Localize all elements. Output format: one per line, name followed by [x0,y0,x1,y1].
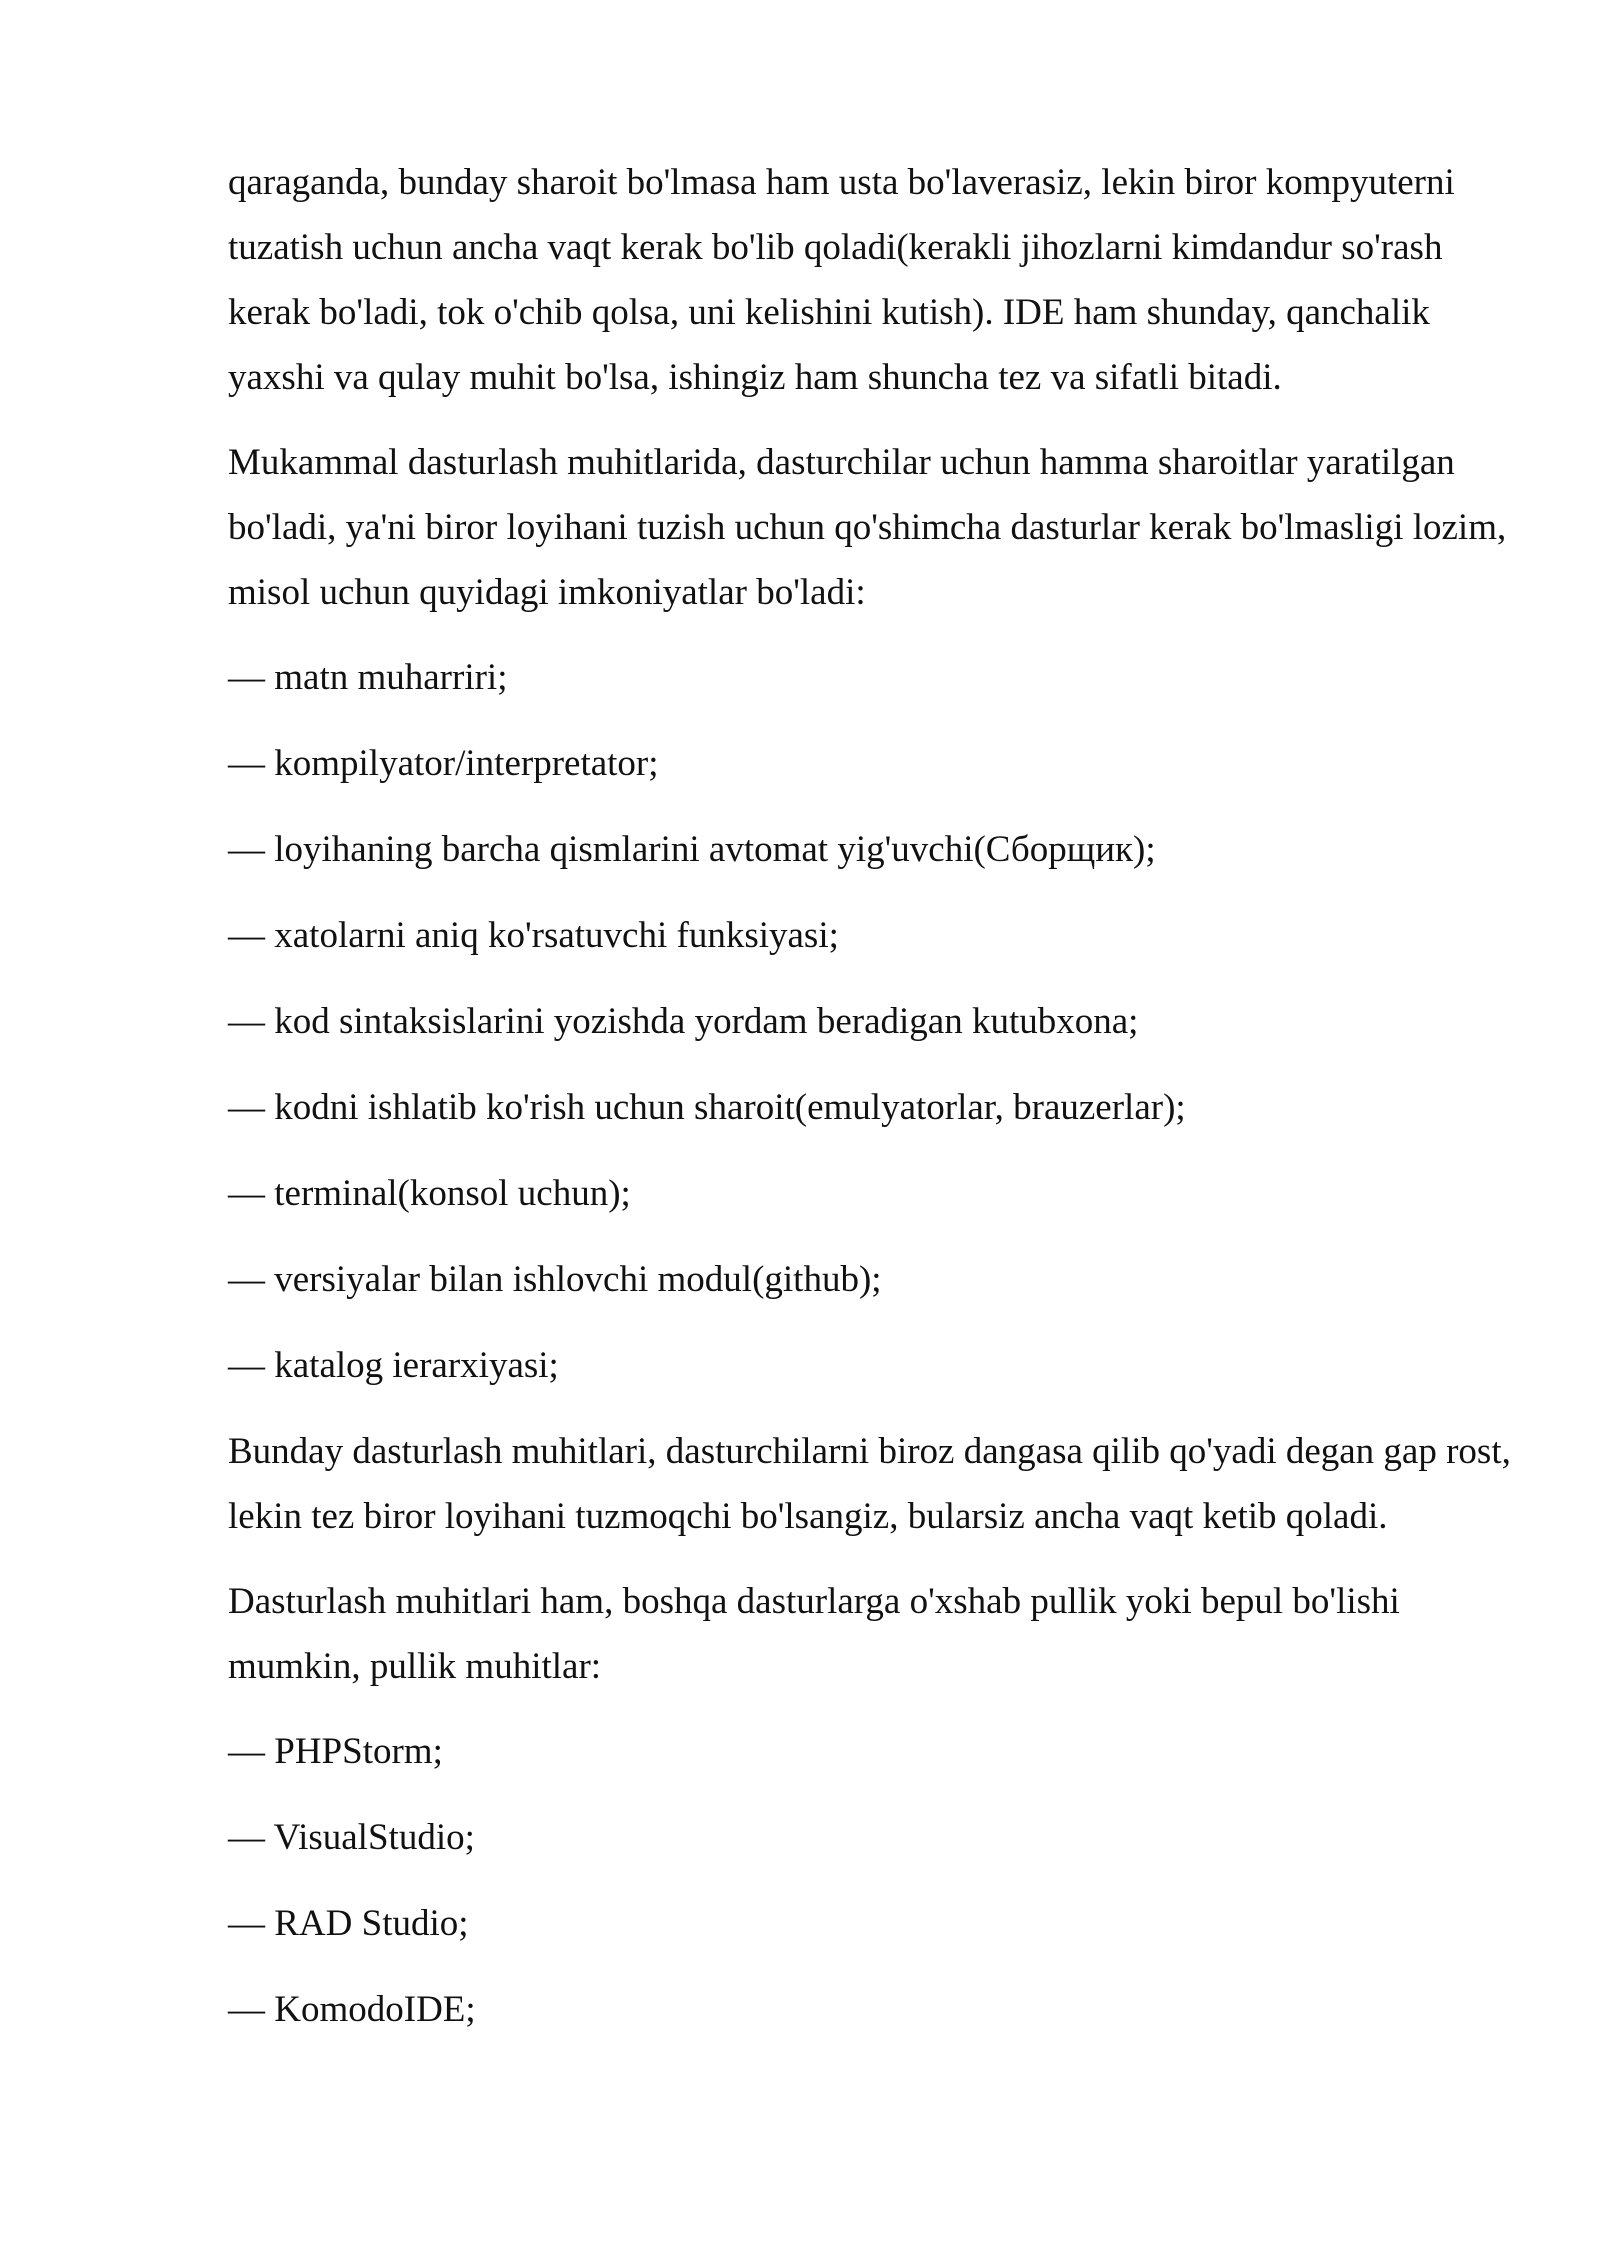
list-item: — terminal(konsol uchun); [228,1173,631,1214]
list-item: — VisualStudio; [228,1817,475,1858]
list-item: — KomodoIDE; [228,1989,476,2030]
list-item: — xatolarni aniq ko'rsatuvchi funksiyasi; [228,915,839,956]
paid-ide-list [228,1719,1528,2042]
paragraph-laziness: Bunday dasturlash muhitlari, dasturchilarni biroz dangasa qilib qo'yadi degan gap rost, lekin tez biror loyihani tuzmoqchi bo'lsangiz, bularsiz ancha vaqt ketib qoladi. [228,1431,1511,1537]
list-item: — versiyalar bilan ishlovchi modul(github); [228,1259,882,1300]
list-item: — kodni ishlatib ko'rish uchun sharoit(emulyatorlar, brauzerlar); [228,1087,1186,1128]
document-page [228,150,1528,2063]
feature-list [228,645,1528,1398]
list-item: — RAD Studio; [228,1903,469,1944]
list-item: — loyihaning barcha qismlarini avtomat yig'uvchi(Сборщик); [228,829,1156,870]
paragraph-ide-features: Mukammal dasturlash muhitlarida, dasturchilar uchun hamma sharoitlar yaratilgan bo'ladi, ya'ni biror loyihani tuzish uchun qo'shimcha dasturlar kerak bo'lmasligi lozim, misol uchun quyidagi imkoniyatlar bo'ladi: [228,442,1507,613]
list-item: — matn muharriri; [228,657,508,698]
list-item: — katalog ierarxiyasi; [228,1345,559,1386]
list-item: — PHPStorm; [228,1731,443,1772]
paragraph-intro: qaraganda, bunday sharoit bo'lmasa ham usta bo'laverasiz, lekin biror kompyuterni tuzatish uchun ancha vaqt kerak bo'lib qoladi(kerakli jihozlarni kimdandur so'rash kerak bo'ladi, tok o'chib qolsa, uni kelishini kutish). IDE ham shunday, qanchalik yaxshi va qulay muhit bo'lsa, ishingiz ham shuncha tez va sifatli bitadi. [228,162,1455,398]
paragraph-paid-free: Dasturlash muhitlari ham, boshqa dasturlarga o'xshab pullik yoki bepul bo'lishi mumkin, pullik muhitlar: [228,1581,1400,1687]
list-item: — kod sintaksislarini yozishda yordam beradigan kutubxona; [228,1001,1139,1042]
list-item: — kompilyator/interpretator; [228,743,659,784]
